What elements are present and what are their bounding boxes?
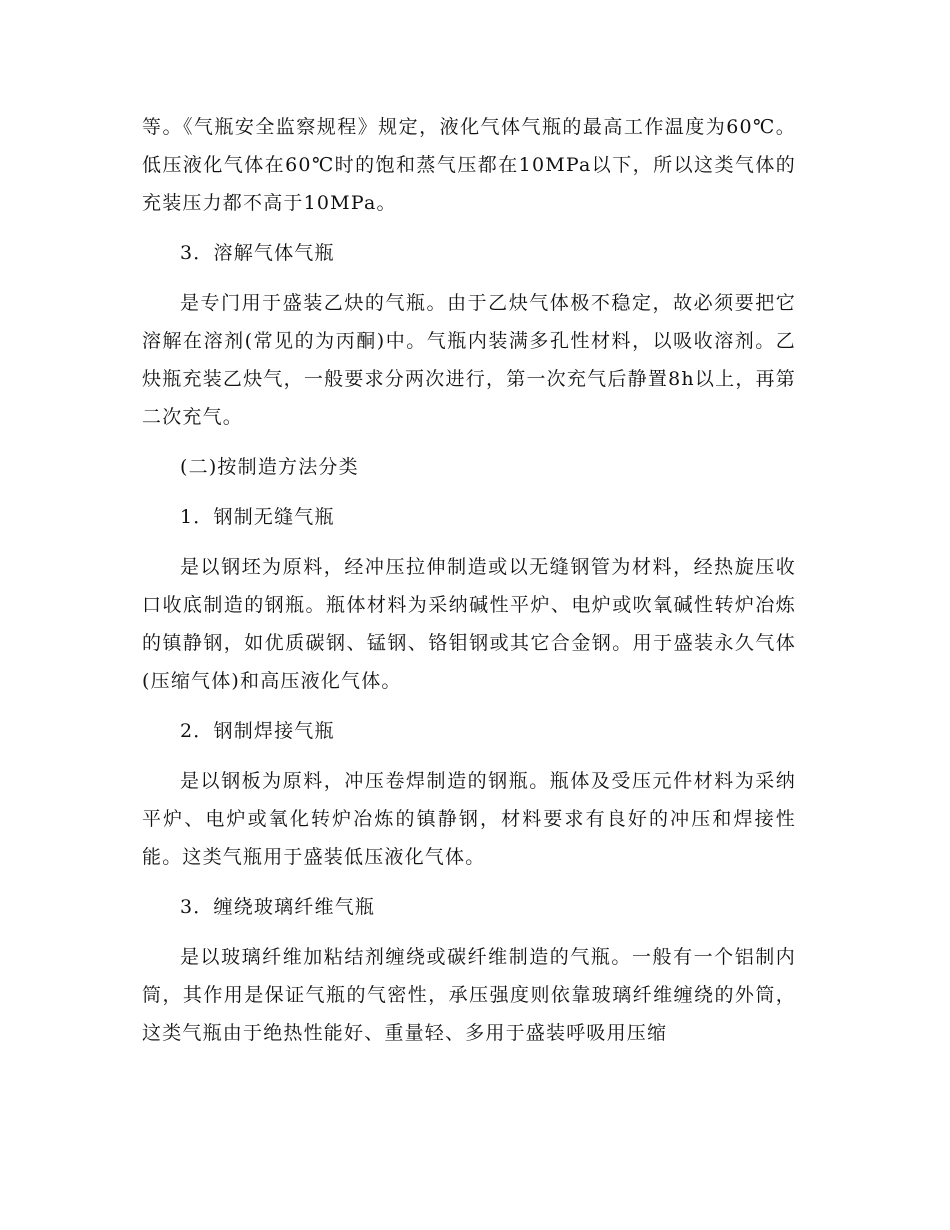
paragraph-seamless-steel-cylinder: 是以钢坯为原料，经冲压拉伸制造或以无缝钢管为材料，经热旋压收口收底制造的钢瓶。瓶体材料为采纳碱性平炉、电炉或吹氧碱性转炉冶炼的镇静钢，如优质碳钢、锰钢、铬钼钢或其它合金钢。用于盛装永久气体(压缩气体)和高压液化气体。: [142, 556, 796, 692]
section-heading-seamless-steel-cylinder: 1．钢制无缝气瓶: [180, 506, 335, 528]
section-heading-by-manufacturing-method: (二)按制造方法分类: [180, 456, 359, 478]
section-heading-dissolved-gas-cylinder: 3．溶解气体气瓶: [180, 242, 335, 264]
paragraph-continuation: 等。《气瓶安全监察规程》规定，液化气体气瓶的最高工作温度为60℃。低压液化气体在60℃时的饱和蒸气压都在10MPa以下，所以这类气体的充装压力都不高于10MPa。: [142, 116, 796, 214]
paragraph-dissolved-gas-cylinder: 是专门用于盛装乙炔的气瓶。由于乙炔气体极不稳定，故必须要把它溶解在溶剂(常见的为丙酮)中。气瓶内装满多孔性材料，以吸收溶剂。乙炔瓶充装乙炔气，一般要求分两次进行，第一次充气后静置8h以上，再第二次充气。: [142, 292, 796, 428]
section-heading-glass-fiber-cylinder: 3．缠绕玻璃纤维气瓶: [180, 896, 376, 918]
section-heading-welded-steel-cylinder: 2．钢制焊接气瓶: [180, 720, 335, 742]
paragraph-glass-fiber-cylinder: 是以玻璃纤维加粘结剂缠绕或碳纤维制造的气瓶。一般有一个铝制内筒，其作用是保证气瓶的气密性，承压强度则依靠玻璃纤维缠绕的外筒，这类气瓶由于绝热性能好、重量轻、多用于盛装呼吸用压缩: [142, 946, 796, 1044]
paragraph-welded-steel-cylinder: 是以钢板为原料，冲压卷焊制造的钢瓶。瓶体及受压元件材料为采纳平炉、电炉或氧化转炉冶炼的镇静钢，材料要求有良好的冲压和焊接性能。这类气瓶用于盛装低压液化气体。: [142, 770, 796, 868]
document-body: [142, 108, 796, 1064]
